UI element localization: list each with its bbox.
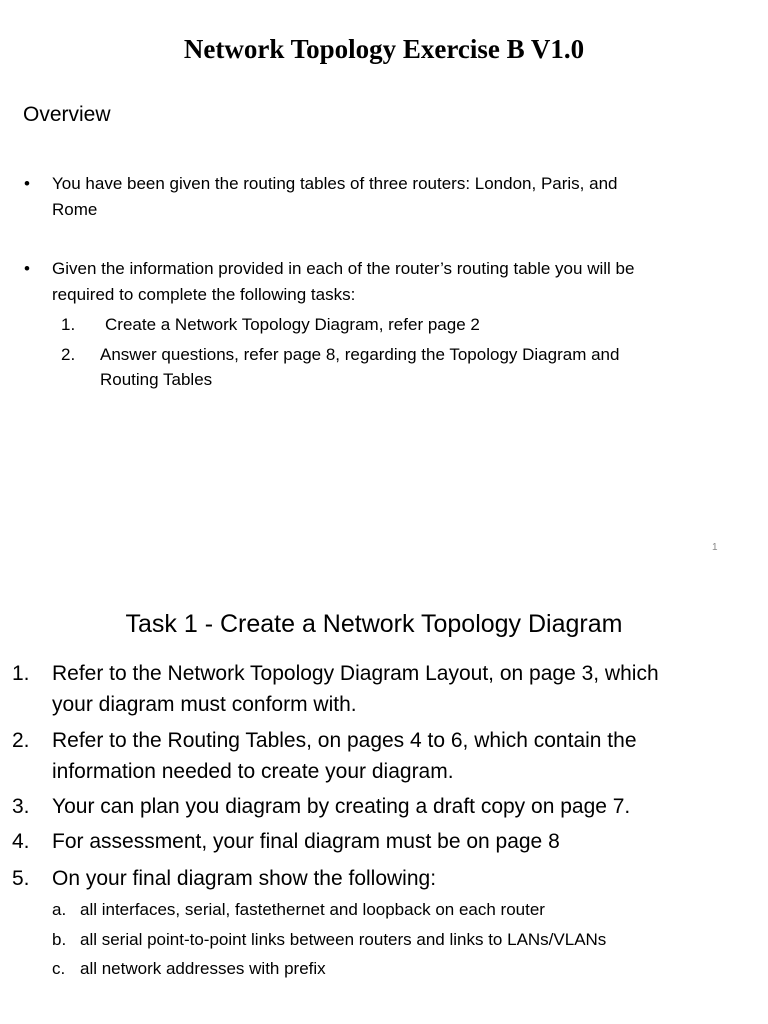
document-title: Network Topology Exercise B V1.0 — [183, 34, 585, 64]
task-1-number: 1. — [61, 315, 76, 334]
task-2-line-2: Routing Tables — [100, 370, 213, 389]
item-4-text: For assessment, your final diagram must be on page 8 — [52, 830, 560, 853]
bullet-1-line-2: Rome — [52, 200, 98, 219]
subitem-c-letter: c. — [52, 959, 66, 978]
item-4-number: 4. — [12, 830, 30, 853]
item-3-number: 3. — [12, 795, 30, 818]
task-2-text — [100, 342, 740, 392]
item-1-number: 1. — [12, 662, 30, 685]
bullet-2-text — [52, 256, 752, 308]
bullet-1-line-1: You have been given the routing tables of three routers: London, Paris, and — [52, 174, 618, 193]
slide-2 — [0, 574, 768, 1024]
item-1-text — [52, 658, 752, 720]
subitem-c-text: all network addresses with prefix — [80, 959, 326, 978]
bullet-marker: • — [24, 174, 30, 193]
overview-heading: Overview — [23, 103, 111, 126]
item-5-text: On your final diagram show the following: — [52, 867, 437, 890]
item-5-number: 5. — [12, 867, 30, 890]
task-1-text: Create a Network Topology Diagram, refer page 2 — [105, 315, 480, 334]
bullet-1-text — [52, 171, 752, 223]
bullet-2-line-1: Given the information provided in each of the router’s routing table you will be — [52, 259, 635, 278]
subitem-b-letter: b. — [52, 930, 67, 949]
item-2-line-2: information needed to create your diagram. — [52, 760, 454, 783]
page-number: 1 — [712, 542, 718, 553]
task-2-line-1: Answer questions, refer page 8, regarding the Topology Diagram and — [100, 345, 620, 364]
item-1-line-1: Refer to the Network Topology Diagram Layout, on page 3, which — [52, 662, 659, 685]
item-2-text — [52, 725, 752, 787]
item-3-text: Your can plan you diagram by creating a draft copy on page 7. — [52, 795, 631, 818]
task-2-number: 2. — [61, 345, 76, 364]
item-1-line-2: your diagram must conform with. — [52, 693, 357, 716]
subitem-a-letter: a. — [52, 900, 67, 919]
item-2-line-1: Refer to the Routing Tables, on pages 4 to 6, which contain the — [52, 729, 637, 752]
subitem-b-text: all serial point-to-point links between routers and links to LANs/VLANs — [80, 930, 607, 949]
bullet-2-line-2: required to complete the following tasks: — [52, 285, 356, 304]
subitem-a-text: all interfaces, serial, fastethernet and loopback on each router — [80, 900, 545, 919]
item-2-number: 2. — [12, 729, 30, 752]
task-title: Task 1 - Create a Network Topology Diagram — [125, 610, 623, 638]
bullet-marker: • — [24, 259, 30, 278]
